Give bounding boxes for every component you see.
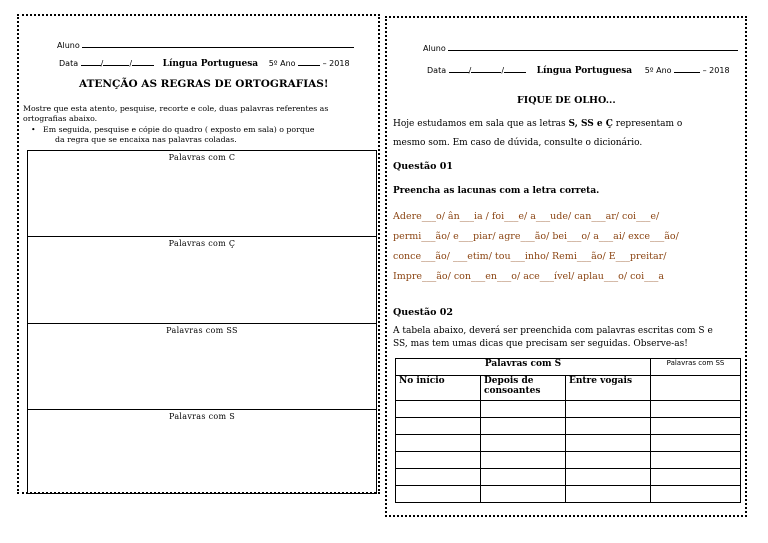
instruction-line-1: Mostre que esta atento, pesquise, recorte e cole, duas palavras referentes as xyxy=(23,104,329,113)
table-cell[interactable] xyxy=(651,486,741,503)
question-2-line-2: SS, mas tem umas dicas que precisam ser seguidas. Observe-as! xyxy=(393,339,688,349)
table-cell[interactable] xyxy=(481,469,566,486)
table-row xyxy=(396,418,741,435)
question-1-label: Questão 01 xyxy=(393,161,453,172)
grade-label: 5º Ano xyxy=(268,59,296,68)
table-row xyxy=(396,469,741,486)
header-palavras-ss: Palavras com SS xyxy=(651,359,741,376)
table-cell[interactable] xyxy=(396,418,481,435)
box-palavras-c[interactable] xyxy=(27,150,377,237)
box-title: Palavras com Ç xyxy=(168,239,236,248)
aluno-label: Aluno xyxy=(57,41,80,50)
exercise-line[interactable]: permi___ão/ e___piar/ agre___ão/ bei___o/ a___ai/ exce___ão/ xyxy=(393,231,679,242)
table-cell[interactable] xyxy=(481,435,566,452)
table-cell[interactable] xyxy=(396,435,481,452)
aluno-label: Aluno xyxy=(423,44,446,53)
table-cell[interactable] xyxy=(481,401,566,418)
table-header-row xyxy=(396,359,741,376)
box-title: Palavras com S xyxy=(169,412,235,421)
table-subheader-row xyxy=(396,376,741,401)
exercise-line[interactable]: Impre___ão/ con___en___o/ ace___ível/ aplau___o/ coi___a xyxy=(393,271,665,282)
table-cell[interactable] xyxy=(651,452,741,469)
table-cell[interactable] xyxy=(651,401,741,418)
table-cell[interactable] xyxy=(566,452,651,469)
col-no-inicio: No início xyxy=(396,376,481,401)
subject-label: Língua Portuguesa xyxy=(162,59,259,69)
table-row xyxy=(396,452,741,469)
data-label: Data xyxy=(59,59,79,68)
table-cell[interactable] xyxy=(566,435,651,452)
box-palavras-s[interactable] xyxy=(27,409,377,494)
table-cell[interactable] xyxy=(651,376,741,401)
year-label: – 2018 xyxy=(322,59,350,68)
table-cell[interactable] xyxy=(396,469,481,486)
question-2-label: Questão 02 xyxy=(393,307,453,318)
date-row: Data / / Língua Portuguesa 5º Ano – 2018 xyxy=(427,66,730,76)
table-row xyxy=(396,486,741,503)
intro-line-2: mesmo som. Em caso de dúvida, consulte o dicionário. xyxy=(393,138,643,148)
question-1-instruction: Preencha as lacunas com a letra correta. xyxy=(393,186,600,196)
table-cell[interactable] xyxy=(651,418,741,435)
page-title: ATENÇÃO AS REGRAS DE ORTOGRAFIAS! xyxy=(79,78,329,90)
data-label: Data xyxy=(427,66,447,75)
table-cell[interactable] xyxy=(566,401,651,418)
col-entre-vogais: Entre vogais xyxy=(566,376,651,401)
question-2-line-1: A tabela abaixo, deverá ser preenchida com palavras escritas com S e xyxy=(393,326,713,336)
table-row xyxy=(396,401,741,418)
table-cell[interactable] xyxy=(396,452,481,469)
box-palavras-c-cedilha[interactable] xyxy=(27,236,377,324)
subject-label: Língua Portuguesa xyxy=(536,66,633,76)
left-worksheet xyxy=(17,14,380,494)
section-title: FIQUE DE OLHO... xyxy=(517,95,616,106)
table-cell[interactable] xyxy=(566,469,651,486)
bullet-icon: • xyxy=(31,125,36,134)
student-name-field[interactable] xyxy=(423,43,738,53)
date-row: Data / / Língua Portuguesa 5º Ano – 2018 xyxy=(59,59,350,69)
table-cell[interactable] xyxy=(651,435,741,452)
exercise-line[interactable]: conce___ão/ ___etim/ tou___inho/ Remi___ão/ E___preitar/ xyxy=(393,251,667,262)
table-cell[interactable] xyxy=(481,486,566,503)
box-title: Palavras com C xyxy=(168,153,236,162)
table-cell[interactable] xyxy=(396,486,481,503)
intro-line-1: Hoje estudamos em sala que as letras S, SS e Ç representam o xyxy=(393,119,683,129)
grade-label: 5º Ano xyxy=(644,66,672,75)
bullet-item: • Em seguida, pesquise e cópie do quadro ( exposto em sala) o porque xyxy=(31,125,315,134)
box-palavras-ss[interactable] xyxy=(27,323,377,410)
table-cell[interactable] xyxy=(651,469,741,486)
year-label: – 2018 xyxy=(702,66,730,75)
spelling-table xyxy=(395,358,741,503)
student-name-field[interactable] xyxy=(57,40,354,50)
table-cell[interactable] xyxy=(481,418,566,435)
instruction-line-2: ortografias abaixo. xyxy=(23,114,98,123)
table-cell[interactable] xyxy=(566,486,651,503)
table-row xyxy=(396,435,741,452)
header-palavras-s: Palavras com S xyxy=(396,359,651,376)
table-cell[interactable] xyxy=(396,401,481,418)
bullet-item-continuation: da regra que se encaixa nas palavras coladas. xyxy=(55,135,237,144)
col-depois-consoantes: Depois de consoantes xyxy=(481,376,566,401)
table-cell[interactable] xyxy=(566,418,651,435)
right-worksheet xyxy=(385,16,747,517)
exercise-line[interactable]: Adere___o/ ân___ia / foi___e/ a___ude/ can___ar/ coi___e/ xyxy=(393,211,660,222)
box-title: Palavras com SS xyxy=(166,326,238,335)
table-cell[interactable] xyxy=(481,452,566,469)
